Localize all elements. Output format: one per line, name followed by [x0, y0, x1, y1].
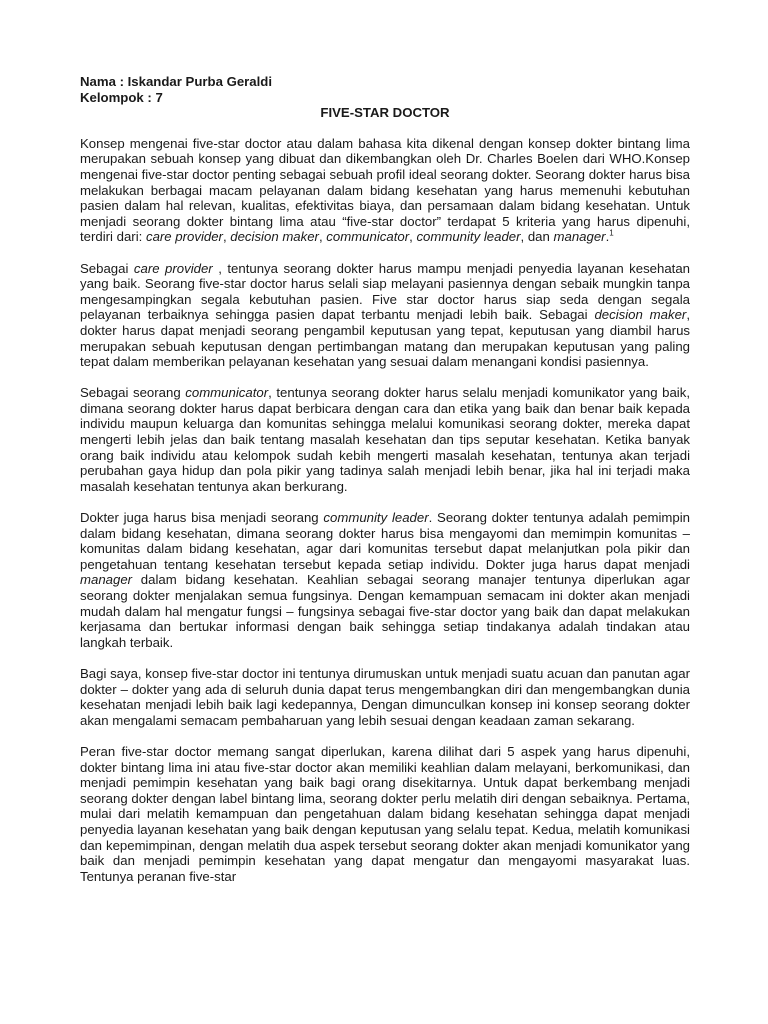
- paragraph-5: [80, 666, 690, 728]
- text-run: Peran five-star doctor memang sangat diperlukan, karena dilihat dari 5 aspek yang harus dipenuhi, dokter bintang lima ini atau five-star doctor akan memiliki keahlian dalam melayani, berkomunikasi, dan menjadi pemimpin kesehatan yang baik bagi orang disekitarnya. Untuk dapat berkembang menjadi seorang dokter dengan label bintang lima, seorang dokter perlu melatih diri dengan sebaiknya. Pertama, mulai dari melatih kemampuan dan pengetahuan dalam bidang kesehatan sehingga dapat menjadi penyedia layanan kesehatan yang baik dengan keputusan yang selalu tepat. Kedua, melatih komunikasi dan kepemimpinan, dengan melatih dua aspek tersebut seorang dokter akan menjadi komunikator yang baik dan menjadi pemimpin kesehatan yang dapat mengatur dan mengayomi masyarakat luas. Tentunya peranan five-star: [80, 743, 690, 884]
- paragraph-4: [80, 510, 690, 650]
- paragraph-2: [80, 261, 690, 370]
- text-run: dalam bidang kesehatan. Keahlian sebagai seorang manajer tentunya diperlukan agar seorang dokter menjalakan semua fungsinya. Dengan kemampuan semacam ini dokter akan menjadi mudah dalam hal mengatur fungsi – fungsinya sebagai five-star doctor yang baik dan dapat melakukan kerjasama dan bertukar informasi dengan baik sehingga setiap tindakanya adalah tindakan atau langkah terbaik.: [80, 572, 690, 650]
- text-run: ,: [409, 229, 417, 245]
- italic-term: manager: [553, 229, 606, 245]
- paragraph-1: [80, 136, 690, 245]
- italic-term: manager: [80, 572, 133, 588]
- italic-term: communicator: [326, 229, 410, 245]
- text-run: ,: [222, 229, 231, 245]
- author-name-line: Nama : Iskandar Purba Geraldi: [80, 74, 273, 89]
- italic-term: care provider: [133, 260, 213, 276]
- text-run: ,: [318, 229, 327, 245]
- italic-term: care provider: [145, 229, 223, 245]
- italic-term: communicator: [185, 385, 269, 401]
- text-run: , tentunya seorang dokter harus selalu menjadi komunikator yang baik, dimana seorang dokter harus dapat berbicara dengan cara dan etika yang baik dan benar baik kepada individu maupun keluarga dan komunitas sehingga melalui komunikasi seorang dokter, mereka dapat mengerti lebih jelas dan baik tentang masalah kesehatan dan tips seputar kesehatan. Ketika banyak orang baik individu atau kelompok sudah kebih mengerti masalah kesehatan, tentunya akan terjadi perubahan gaya hidup dan pola pikir yang tadinya salah menjadi lebih benar, jika hal ini terjadi maka masalah kesehatan tentunya akan berkurang.: [80, 385, 690, 494]
- italic-term: community leader: [416, 229, 521, 245]
- paragraph-6: [80, 744, 690, 884]
- text-run: .: [605, 229, 610, 245]
- text-run: , dan: [520, 229, 554, 245]
- italic-term: community leader: [323, 510, 429, 526]
- italic-term: decision maker: [594, 307, 687, 323]
- paragraph-3: [80, 385, 690, 494]
- document-page: [80, 74, 690, 900]
- text-run: Dokter juga harus bisa menjadi seorang: [80, 510, 324, 526]
- text-run: Konsep mengenai five-star doctor atau dalam bahasa kita dikenal dengan konsep dokter bintang lima merupakan sebuah konsep yang dibuat dan dikembangkan oleh Dr. Charles Boelen dari WHO.Konsep mengenai five-star doctor penting sebagai sebuah profil ideal seorang dokter. Seorang dokter harus bisa melakukan berbagai macam pelayanan dalam bidang kesehatan yang harus memenuhi kebutuhan pasien dalam hal relevan, kualitas, efektivitas biaya, dan persamaan dalam bidang kesehatan. Untuk menjadi seorang dokter bintang lima atau “five-star doctor” terdapat 5 kriteria yang harus dipenuhi, terdiri dari:: [80, 135, 690, 245]
- footnote-marker[interactable]: 1: [609, 228, 614, 238]
- text-run: . Seorang dokter tentunya adalah pemimpin dalam bidang kesehatan, dimana seorang dokter harus bisa mengayomi dan memimpin komunitas – komunitas dalam bidang kesehatan, agar dari komunitas tersebut dapat melanjutkan pola pikir dan pengetahuan tentang kesehatan tersebut kepada setiap individu. Dokter juga harus dapat menjadi: [80, 510, 690, 572]
- group-line: Kelompok : 7: [80, 89, 163, 105]
- text-run: , dokter harus dapat menjadi seorang pengambil keputusan yang tepat, keputusan yang diambil harus merupakan sebuah keputusan dengan pertimbangan matang dan merupakan keputusan yang paling tepat dalam memberikan pelayanan kesehatan yang sesuai dalam menangani kondisi pasiennya.: [80, 307, 690, 370]
- document-title: FIVE-STAR DOCTOR: [320, 105, 450, 121]
- text-run: Bagi saya, konsep five-star doctor ini tentunya dirumuskan untuk menjadi suatu acuan dan panutan agar dokter – dokter yang ada di seluruh dunia dapat terus mengembangkan diri dan mengembangkan dunia kesehatan menjadi lebih baik lagi kedepannya, Dengan dimunculkan konsep ini konsep seorang dokter akan mengalami semacam pembaharuan yang lebih sesuai dengan keadaan zaman sekarang.: [80, 665, 690, 728]
- italic-term: decision maker: [230, 229, 319, 245]
- text-run: , tentunya seorang dokter harus mampu menjadi penyedia layanan kesehatan yang baik. Seorang five-star doctor harus selali siap melayani pasiennya dengan sebaik mungkin tanpa mengesampingkan segala kebutuhan pasien. Five star doctor harus siap seda dengan segala pelayanan terbaiknya sehingga pasien dapat terbantu menjadi lebih baik. Sebagai: [80, 260, 691, 323]
- text-run: Sebagai: [80, 260, 134, 276]
- text-run: Sebagai seorang: [80, 385, 186, 401]
